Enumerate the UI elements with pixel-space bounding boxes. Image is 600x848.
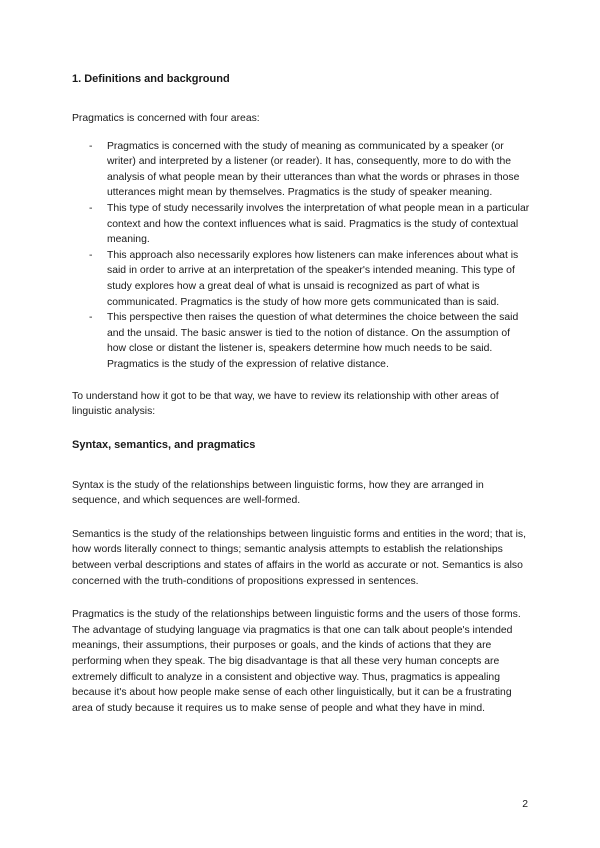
page-content — [72, 72, 530, 716]
list-item — [72, 201, 530, 248]
closing-paragraph: To understand how it got to be that way, we have to review its relationship with other areas of linguistic analysis: — [72, 390, 499, 418]
syntax-paragraph: Syntax is the study of the relationships between linguistic forms, how they are arranged in sequence, and which sequences are well-formed. — [72, 479, 484, 507]
bullet-dash: - — [89, 249, 93, 261]
list-item — [72, 139, 530, 201]
pragmatics-paragraph: Pragmatics is the study of the relationships between linguistic forms and the users of those forms. The advantage of studying language via pragmatics is that one can talk about people's intended meanings, their assumptions, their purposes or goals, and the kinds of actions that they are performing when they speak. The big disadvantage is that all these very human concepts are extremely difficult to analyze in a consistent and objective way. Thus, pragmatics is appealing because it's about how people make sense of each other linguistically, but it can be a frustrating area of study because it requires us to make sense of people and what they have in mind. — [72, 609, 521, 714]
bullet-dash: - — [89, 202, 93, 214]
section-heading-syntax-semantics-pragmatics: Syntax, semantics, and pragmatics — [72, 438, 256, 451]
section-heading-definitions: 1. Definitions and background — [72, 73, 230, 85]
list-item-text: Pragmatics is concerned with the study of meaning as communicated by a speaker (or writer) and interpreted by a listener (or reader). It has, consequently, more to do with the analysis of what people mean by their utterances than what the words or phrases in those utterances might mean by themselves. Pragmatics is the study of speaker meaning. — [107, 140, 520, 199]
intro-paragraph: Pragmatics is concerned with four areas: — [72, 113, 260, 124]
bullet-dash: - — [89, 140, 93, 152]
list-item-text: This type of study necessarily involves the interpretation of what people mean in a particular context and how the context influences what is said. Pragmatics is the study of contextual meaning. — [107, 202, 530, 246]
semantics-paragraph: Semantics is the study of the relationships between linguistic forms and entities in the word; that is, how words literally connect to things; semantic analysis attempts to establish the relationships between verbal descriptions and states of affairs in the world as accurate or not. Semantics is also concerned with the truth-conditions of propositions expressed in sentences. — [72, 528, 526, 587]
page-number: 2 — [522, 799, 528, 810]
list-item-text: This perspective then raises the question of what determines the choice between the said and the unsaid. The basic answer is tied to the notion of distance. On the assumption of how close or distant the listener is, speakers determine how much needs to be said. Pragmatics is the study of the expression of relative distance. — [107, 312, 519, 370]
list-item — [72, 310, 530, 372]
bullet-dash: - — [89, 312, 93, 324]
areas-list — [72, 139, 530, 373]
list-item-text: This approach also necessarily explores how listeners can make inferences about what is said in order to arrive at an interpretation of the speaker's intended meaning. This type of study explores how a great deal of what is unsaid is recognized as part of what is communicated. Pragmatics is the study of how more gets communicated than is said. — [107, 249, 519, 308]
list-item — [72, 248, 530, 310]
